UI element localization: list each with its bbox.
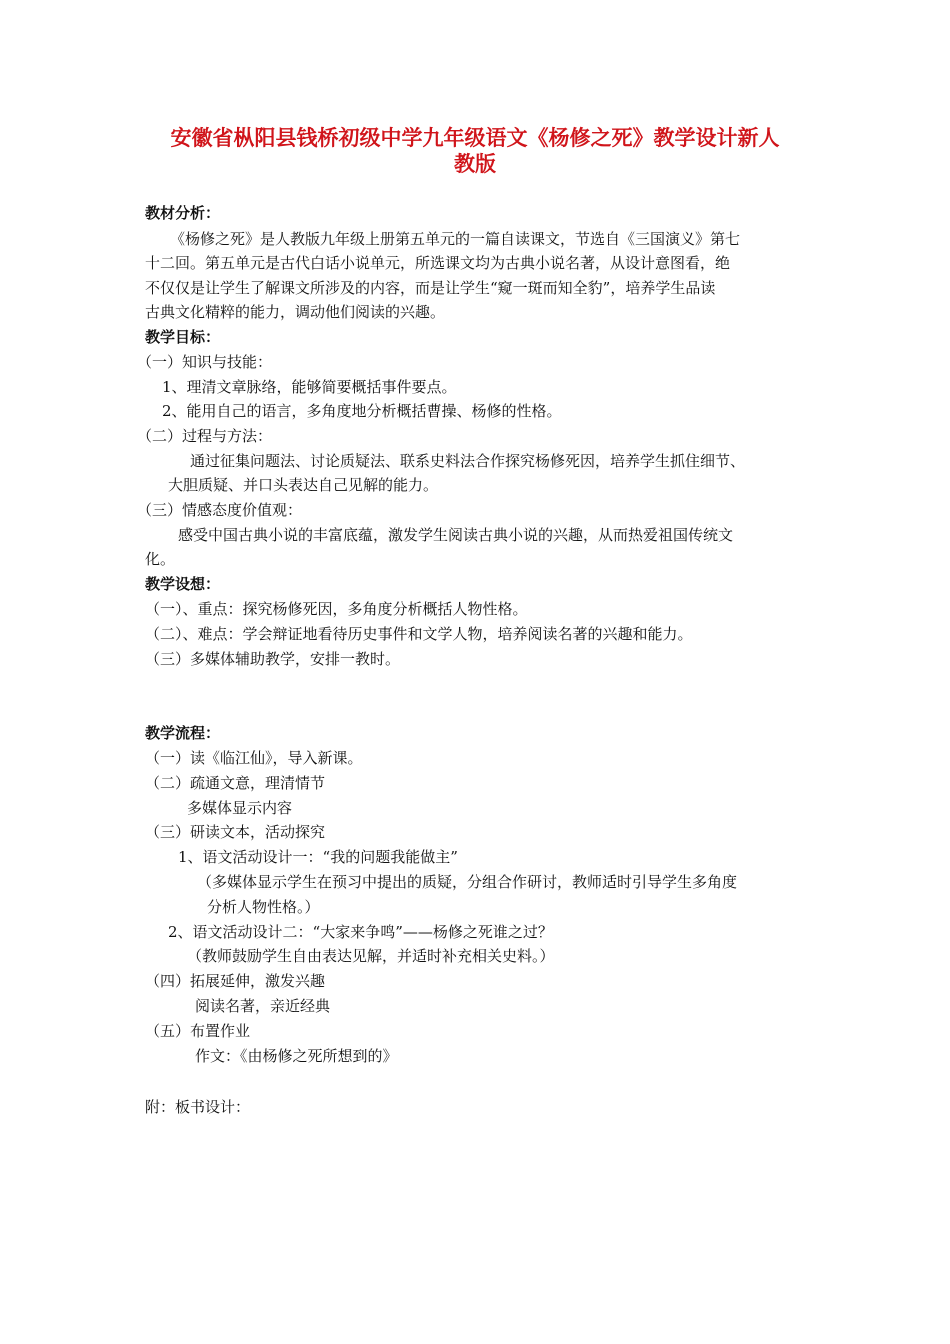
- teaching-goals-heading: 教学目标：: [145, 328, 221, 346]
- document-title-line-2: 教版: [454, 152, 496, 176]
- document-title-line-1: 安徽省枞阳县钱桥初级中学九年级语文《杨修之死》教学设计新人: [170, 126, 780, 150]
- teaching-ideas-line: （二）、难点：学会辩证地看待历史事件和文学人物，培养阅读名著的兴趣和能力。: [145, 625, 693, 643]
- teaching-process-line: 1、语文活动设计一：“我的问题我能做主”: [178, 848, 458, 866]
- teaching-ideas-line: （三）多媒体辅助教学，安排一教时。: [145, 650, 401, 668]
- teaching-process-line: （三）研读文本，活动探究: [145, 823, 326, 841]
- teaching-process-line: 多媒体显示内容: [187, 799, 293, 817]
- teaching-goals-line: 2、能用自己的语言，多角度地分析概括曹操、杨修的性格。: [162, 402, 562, 420]
- teaching-goals-line: 1、理清文章脉络，能够简要概括事件要点。: [162, 378, 457, 396]
- teaching-goals-line: （二）过程与方法：: [137, 427, 273, 445]
- material-analysis-line: 古典文化精粹的能力，调动他们阅读的兴趣。: [145, 303, 446, 321]
- teaching-process-line: （一）读《临江仙》，导入新课。: [145, 749, 363, 767]
- teaching-goals-line: 化。: [145, 550, 176, 568]
- teaching-process-heading: 教学流程：: [145, 724, 221, 742]
- teaching-goals-line: （一）知识与技能：: [137, 353, 273, 371]
- teaching-goals-line: 感受中国古典小说的丰富底蕴，激发学生阅读古典小说的兴趣，从而热爱祖国传统文: [178, 526, 734, 544]
- teaching-ideas-line: （一）、重点：探究杨修死因，多角度分析概括人物性格。: [145, 600, 528, 618]
- teaching-goals-line: （三）情感态度价值观：: [137, 501, 303, 519]
- teaching-process-line: （二）疏通文意，理清情节: [145, 774, 326, 792]
- teaching-process-line: （教师鼓励学生自由表达见解，并适时补充相关史料。）: [187, 947, 555, 965]
- teaching-goals-line: 大胆质疑、并口头表达自己见解的能力。: [168, 476, 439, 494]
- teaching-process-line: （多媒体显示学生在预习中提出的质疑，分组合作研讨，教师适时引导学生多角度: [197, 873, 738, 891]
- material-analysis-heading: 教材分析：: [145, 204, 221, 222]
- material-analysis-line: 十二回。第五单元是古代白话小说单元，所选课文均为古典小说名著，从设计意图看，绝: [145, 254, 731, 272]
- material-analysis-line: 不仅仅是让学生了解课文所涉及的内容，而是让学生“窥一斑而知全豹”，培养学生品读: [145, 279, 716, 297]
- appendix-board-design: 附：板书设计：: [145, 1098, 251, 1116]
- material-analysis-line: 《杨修之死》是人教版九年级上册第五单元的一篇自读课文，节选自《三国演义》第七: [170, 230, 741, 248]
- teaching-process-line: 2、语文活动设计二：“大家来争鸣”——杨修之死谁之过？: [168, 923, 553, 941]
- teaching-process-line: （四）拓展延伸，激发兴趣: [145, 972, 326, 990]
- teaching-goals-line: 通过征集问题法、讨论质疑法、联系史料法合作探究杨修死因，培养学生抓住细节、: [190, 452, 746, 470]
- teaching-process-line: 作文：《由杨修之死所想到的》: [195, 1047, 398, 1065]
- teaching-process-line: 分析人物性格。）: [207, 898, 320, 916]
- teaching-process-line: （五）布置作业: [145, 1022, 251, 1040]
- teaching-ideas-heading: 教学设想：: [145, 575, 221, 593]
- teaching-process-line: 阅读名著，亲近经典: [195, 997, 331, 1015]
